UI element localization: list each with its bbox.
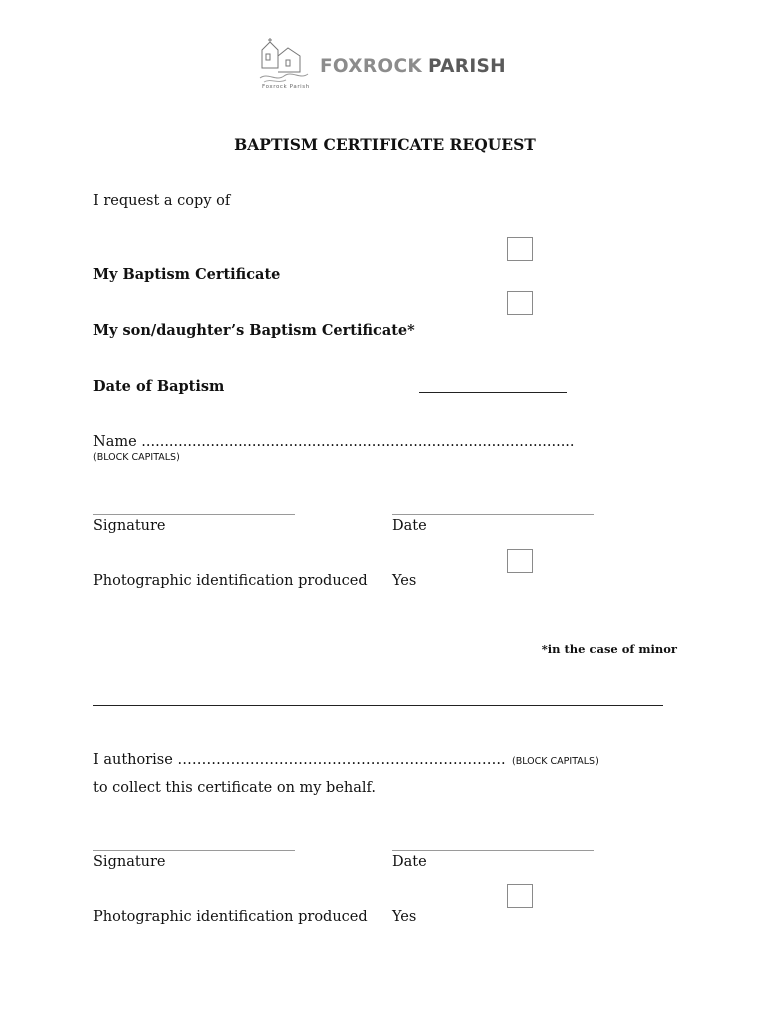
- child-certificate-label: My son/daughter’s Baptism Certificate*: [93, 322, 415, 339]
- date-label: Date: [392, 518, 427, 534]
- authorise-field[interactable]: I authorise …………………………………………………………..: [93, 752, 506, 768]
- parish-logo: [258, 38, 518, 94]
- auth-photo-id-checkbox[interactable]: [507, 884, 533, 908]
- logo-tagline: Foxrock Parish: [262, 84, 310, 90]
- minor-note: *in the case of minor: [541, 642, 677, 656]
- photo-id-yes-label: Yes: [392, 573, 417, 589]
- auth-signature-line[interactable]: [93, 850, 295, 851]
- auth-signature-label: Signature: [93, 854, 166, 870]
- name-block-capitals-note: (BLOCK CAPITALS): [93, 452, 180, 463]
- auth-photo-id-label: Photographic identification produced: [93, 909, 368, 925]
- child-certificate-checkbox[interactable]: [507, 291, 533, 315]
- auth-date-label: Date: [392, 854, 427, 870]
- signature-line[interactable]: [93, 514, 295, 515]
- name-field[interactable]: Name ..............................................................................................: [93, 434, 575, 450]
- intro-text: I request a copy of: [93, 193, 231, 209]
- date-line[interactable]: [392, 514, 594, 515]
- auth-date-line[interactable]: [392, 850, 594, 851]
- my-certificate-label: My Baptism Certificate: [93, 266, 281, 283]
- my-certificate-checkbox[interactable]: [507, 237, 533, 261]
- photo-id-checkbox[interactable]: [507, 549, 533, 573]
- date-of-baptism-line[interactable]: [419, 392, 567, 393]
- logo-word-parish: PARISH: [428, 56, 506, 77]
- auth-photo-id-yes-label: Yes: [392, 909, 417, 925]
- collect-text: to collect this certificate on my behalf.: [93, 780, 377, 796]
- photo-id-label: Photographic identification produced: [93, 573, 368, 589]
- signature-label: Signature: [93, 518, 166, 534]
- authorise-block-capitals-note: (BLOCK CAPITALS): [512, 756, 599, 767]
- section-divider: [93, 705, 663, 706]
- form-title: BAPTISM CERTIFICATE REQUEST: [234, 135, 536, 154]
- logo-word-foxrock: FOXROCK: [320, 56, 422, 77]
- date-of-baptism-label: Date of Baptism: [93, 378, 225, 395]
